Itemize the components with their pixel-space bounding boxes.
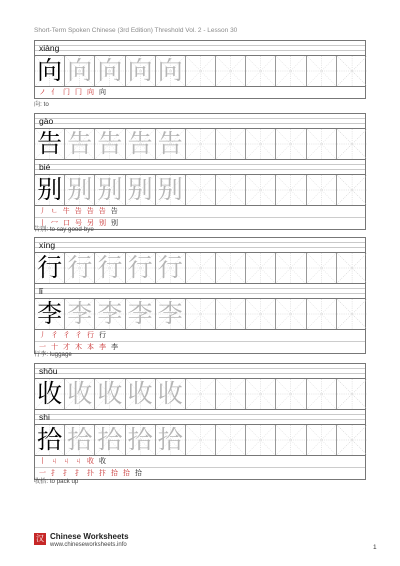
practice-cell (35, 253, 65, 283)
grid-guide (276, 379, 305, 409)
model-character: 向 (37, 56, 63, 85)
grid-guide (186, 425, 215, 455)
practice-cell (65, 175, 95, 205)
practice-cell (35, 425, 65, 455)
grid-guide (216, 379, 245, 409)
practice-cell (156, 299, 186, 329)
practice-cell (126, 129, 156, 159)
practice-cell (276, 299, 306, 329)
practice-cell (156, 253, 186, 283)
practice-cell (276, 425, 306, 455)
practice-cell (156, 379, 186, 409)
practice-row (35, 378, 365, 410)
practice-cell (126, 175, 156, 205)
trace-character: 向 (67, 56, 93, 85)
stroke-step: 别 (99, 219, 106, 227)
grid-guide (276, 56, 305, 86)
stroke-step: 李 (99, 343, 106, 351)
trace-character: 行 (97, 253, 123, 282)
practice-row (35, 128, 365, 160)
stroke-order (35, 206, 365, 218)
practice-cell (126, 253, 156, 283)
grid-guide (186, 175, 215, 205)
practice-cell (126, 56, 156, 86)
trace-character: 别 (67, 175, 93, 204)
grid-guide (216, 253, 245, 283)
pinyin-label: xíng (35, 238, 365, 252)
grid-guide (246, 175, 275, 205)
grid-guide (276, 299, 305, 329)
grid-guide (337, 379, 367, 409)
trace-character: 向 (127, 56, 153, 85)
stroke-step: 告 (98, 207, 106, 215)
grid-guide (307, 299, 336, 329)
practice-cell (95, 175, 125, 205)
stroke-step: 冂 (75, 88, 82, 96)
grid-guide (186, 379, 215, 409)
stroke-step: 扌 (63, 469, 70, 477)
grid-guide (307, 129, 336, 159)
stroke-step: 丿 (39, 207, 46, 215)
page-number: 1 (373, 544, 377, 551)
practice-cell (307, 56, 337, 86)
practice-cell (186, 379, 216, 409)
practice-cell (337, 425, 367, 455)
trace-character: 拾 (127, 425, 153, 454)
trace-character: 拾 (97, 425, 123, 454)
stroke-step: 拾 (123, 469, 130, 477)
grid-guide (307, 379, 336, 409)
stroke-step: 向 (99, 88, 106, 96)
practice-cell (126, 379, 156, 409)
practice-cell (307, 253, 337, 283)
grid-guide (337, 253, 367, 283)
word-meaning: 收拾: to pack up (34, 478, 79, 485)
grid-guide (216, 299, 245, 329)
character-block (34, 237, 366, 354)
practice-cell (307, 129, 337, 159)
stroke-step: 扌 (51, 469, 58, 477)
practice-cell (156, 56, 186, 86)
grid-guide (216, 56, 245, 86)
stroke-step: 告 (86, 207, 94, 215)
practice-cell (246, 253, 276, 283)
trace-character: 别 (97, 175, 123, 204)
practice-cell (337, 56, 367, 86)
grid-guide (307, 56, 336, 86)
practice-cell (186, 299, 216, 329)
practice-cell (65, 379, 95, 409)
practice-cell (35, 56, 65, 86)
stroke-order (35, 468, 365, 479)
stroke-step: 一 (39, 343, 46, 351)
trace-character: 别 (127, 175, 153, 204)
trace-character: 行 (127, 253, 153, 282)
practice-cell (216, 299, 246, 329)
practice-cell (65, 299, 95, 329)
stroke-step: 冖 (51, 219, 58, 227)
stroke-step: 门 (63, 88, 70, 96)
grid-guide (186, 253, 215, 283)
character-block (34, 363, 366, 480)
practice-cell (95, 129, 125, 159)
trace-character: 告 (67, 129, 93, 158)
stroke-step: ㄐ (51, 457, 58, 465)
practice-cell (337, 129, 367, 159)
pinyin-label: lǐ (35, 284, 365, 298)
trace-character: 李 (67, 299, 93, 328)
stroke-step: 行 (99, 331, 106, 339)
stroke-step: 拾 (111, 469, 118, 477)
grid-guide (216, 425, 245, 455)
grid-guide (246, 425, 275, 455)
stroke-order (35, 330, 365, 342)
stroke-step: 彳 (75, 331, 82, 339)
stroke-step: 才 (63, 343, 70, 351)
stroke-step: 收 (87, 457, 94, 465)
practice-cell (156, 129, 186, 159)
trace-character: 收 (97, 379, 123, 408)
practice-cell (246, 379, 276, 409)
model-character: 告 (37, 129, 63, 158)
stroke-step: 向 (87, 88, 94, 96)
trace-character: 告 (127, 129, 153, 158)
grid-guide (276, 253, 305, 283)
practice-cell (337, 253, 367, 283)
stroke-step: 别 (111, 219, 118, 227)
stroke-step: 本 (87, 343, 94, 351)
stroke-step: 拾 (135, 469, 142, 477)
stroke-step: ㄐ (75, 457, 82, 465)
trace-character: 向 (97, 56, 123, 85)
stroke-step: 丨 (39, 457, 46, 465)
practice-cell (156, 175, 186, 205)
stroke-step: 亻 (51, 88, 58, 96)
practice-cell (156, 425, 186, 455)
grid-guide (186, 299, 215, 329)
grid-guide (246, 129, 275, 159)
pinyin-label: shi (35, 410, 365, 424)
stroke-step: 行 (87, 331, 94, 339)
stroke-step: ㄴ (51, 207, 58, 215)
practice-cell (276, 175, 306, 205)
trace-character: 李 (97, 299, 123, 328)
practice-row (35, 174, 365, 206)
practice-cell (95, 379, 125, 409)
trace-character: 别 (157, 175, 183, 204)
practice-cell (65, 253, 95, 283)
stroke-step: ㄐ (63, 457, 70, 465)
stroke-step: 丿 (39, 331, 46, 339)
grid-guide (307, 253, 336, 283)
practice-cell (65, 425, 95, 455)
stroke-step: 收 (99, 457, 106, 465)
practice-cell (307, 425, 337, 455)
practice-cell (246, 129, 276, 159)
practice-cell (246, 175, 276, 205)
grid-guide (337, 175, 367, 205)
stroke-step: 号 (75, 219, 82, 227)
practice-cell (337, 299, 367, 329)
word-meaning: 告别: to say good-bye (34, 226, 94, 233)
grid-guide (246, 56, 275, 86)
stroke-order (35, 342, 365, 353)
grid-guide (246, 379, 275, 409)
practice-cell (276, 129, 306, 159)
grid-guide (276, 175, 305, 205)
stroke-step: 口 (63, 219, 70, 227)
grid-guide (307, 425, 336, 455)
practice-cell (216, 425, 246, 455)
trace-character: 收 (67, 379, 93, 408)
pinyin-label: xiàng (35, 41, 365, 55)
stroke-step: 扌 (75, 469, 82, 477)
trace-character: 李 (127, 299, 153, 328)
practice-cell (95, 425, 125, 455)
stroke-step: 彳 (63, 331, 70, 339)
practice-cell (35, 175, 65, 205)
practice-cell (246, 425, 276, 455)
practice-cell (65, 56, 95, 86)
practice-cell (186, 129, 216, 159)
word-meaning: 行李: luggage (34, 351, 72, 358)
practice-row (35, 298, 365, 330)
practice-cell (186, 425, 216, 455)
footer-url: www.chineseworksheets.info (50, 542, 127, 548)
pinyin-label: shōu (35, 364, 365, 378)
practice-row (35, 55, 365, 87)
chinese-worksheets-logo-icon: 汉 (36, 534, 44, 543)
practice-cell (337, 379, 367, 409)
stroke-step: 彳 (51, 331, 58, 339)
grid-guide (246, 299, 275, 329)
trace-character: 告 (97, 129, 123, 158)
trace-character: 李 (157, 299, 183, 328)
practice-cell (276, 56, 306, 86)
practice-cell (216, 175, 246, 205)
stroke-step: 丨 (39, 219, 46, 227)
stroke-step: ノ (39, 88, 46, 96)
practice-cell (35, 129, 65, 159)
grid-guide (186, 56, 215, 86)
practice-cell (307, 299, 337, 329)
model-character: 李 (37, 299, 63, 328)
grid-guide (216, 175, 245, 205)
model-character: 收 (37, 379, 63, 408)
practice-cell (186, 253, 216, 283)
stroke-step: 木 (75, 343, 82, 351)
practice-cell (35, 379, 65, 409)
stroke-step: 牛 (62, 207, 70, 215)
stroke-step: 十 (51, 343, 58, 351)
trace-character: 向 (157, 56, 183, 85)
character-block (34, 40, 366, 99)
trace-character: 收 (127, 379, 153, 408)
grid-guide (337, 56, 367, 86)
stroke-order (35, 87, 365, 98)
trace-character: 行 (157, 253, 183, 282)
stroke-step: 一 (39, 469, 46, 477)
trace-character: 告 (157, 129, 183, 158)
grid-guide (246, 253, 275, 283)
practice-cell (216, 56, 246, 86)
grid-guide (276, 425, 305, 455)
practice-cell (126, 299, 156, 329)
pinyin-label: gào (35, 114, 365, 128)
stroke-step: 抃 (99, 469, 106, 477)
model-character: 别 (37, 175, 63, 204)
practice-cell (337, 175, 367, 205)
stroke-step: 告 (74, 207, 82, 215)
grid-guide (216, 129, 245, 159)
character-block (34, 113, 366, 230)
practice-cell (126, 425, 156, 455)
trace-character: 拾 (157, 425, 183, 454)
trace-character: 收 (157, 379, 183, 408)
practice-cell (95, 299, 125, 329)
practice-row (35, 252, 365, 284)
practice-cell (246, 299, 276, 329)
pinyin-label: bié (35, 160, 365, 174)
grid-guide (337, 129, 367, 159)
practice-row (35, 424, 365, 456)
practice-cell (186, 56, 216, 86)
practice-cell (307, 379, 337, 409)
model-character: 行 (37, 253, 63, 282)
model-character: 拾 (37, 425, 63, 454)
trace-character: 拾 (67, 425, 93, 454)
practice-cell (307, 175, 337, 205)
grid-guide (337, 299, 367, 329)
stroke-step: 告 (110, 207, 118, 215)
practice-cell (276, 253, 306, 283)
practice-cell (95, 253, 125, 283)
grid-guide (337, 425, 367, 455)
practice-cell (276, 379, 306, 409)
practice-cell (65, 129, 95, 159)
practice-cell (186, 175, 216, 205)
stroke-step: 另 (87, 219, 94, 227)
practice-cell (216, 379, 246, 409)
practice-cell (246, 56, 276, 86)
worksheet-header: Short-Term Spoken Chinese (3rd Edition) Threshold Vol. 2 - Lesson 30 (34, 27, 238, 34)
practice-cell (35, 299, 65, 329)
stroke-step: 李 (111, 343, 118, 351)
stroke-order (35, 456, 365, 468)
practice-cell (216, 129, 246, 159)
practice-cell (95, 56, 125, 86)
trace-character: 行 (67, 253, 93, 282)
word-meaning: 向: to (34, 101, 49, 108)
practice-cell (216, 253, 246, 283)
grid-guide (307, 175, 336, 205)
grid-guide (186, 129, 215, 159)
stroke-step: 扑 (87, 469, 94, 477)
footer-title: Chinese Worksheets (50, 532, 129, 541)
grid-guide (276, 129, 305, 159)
